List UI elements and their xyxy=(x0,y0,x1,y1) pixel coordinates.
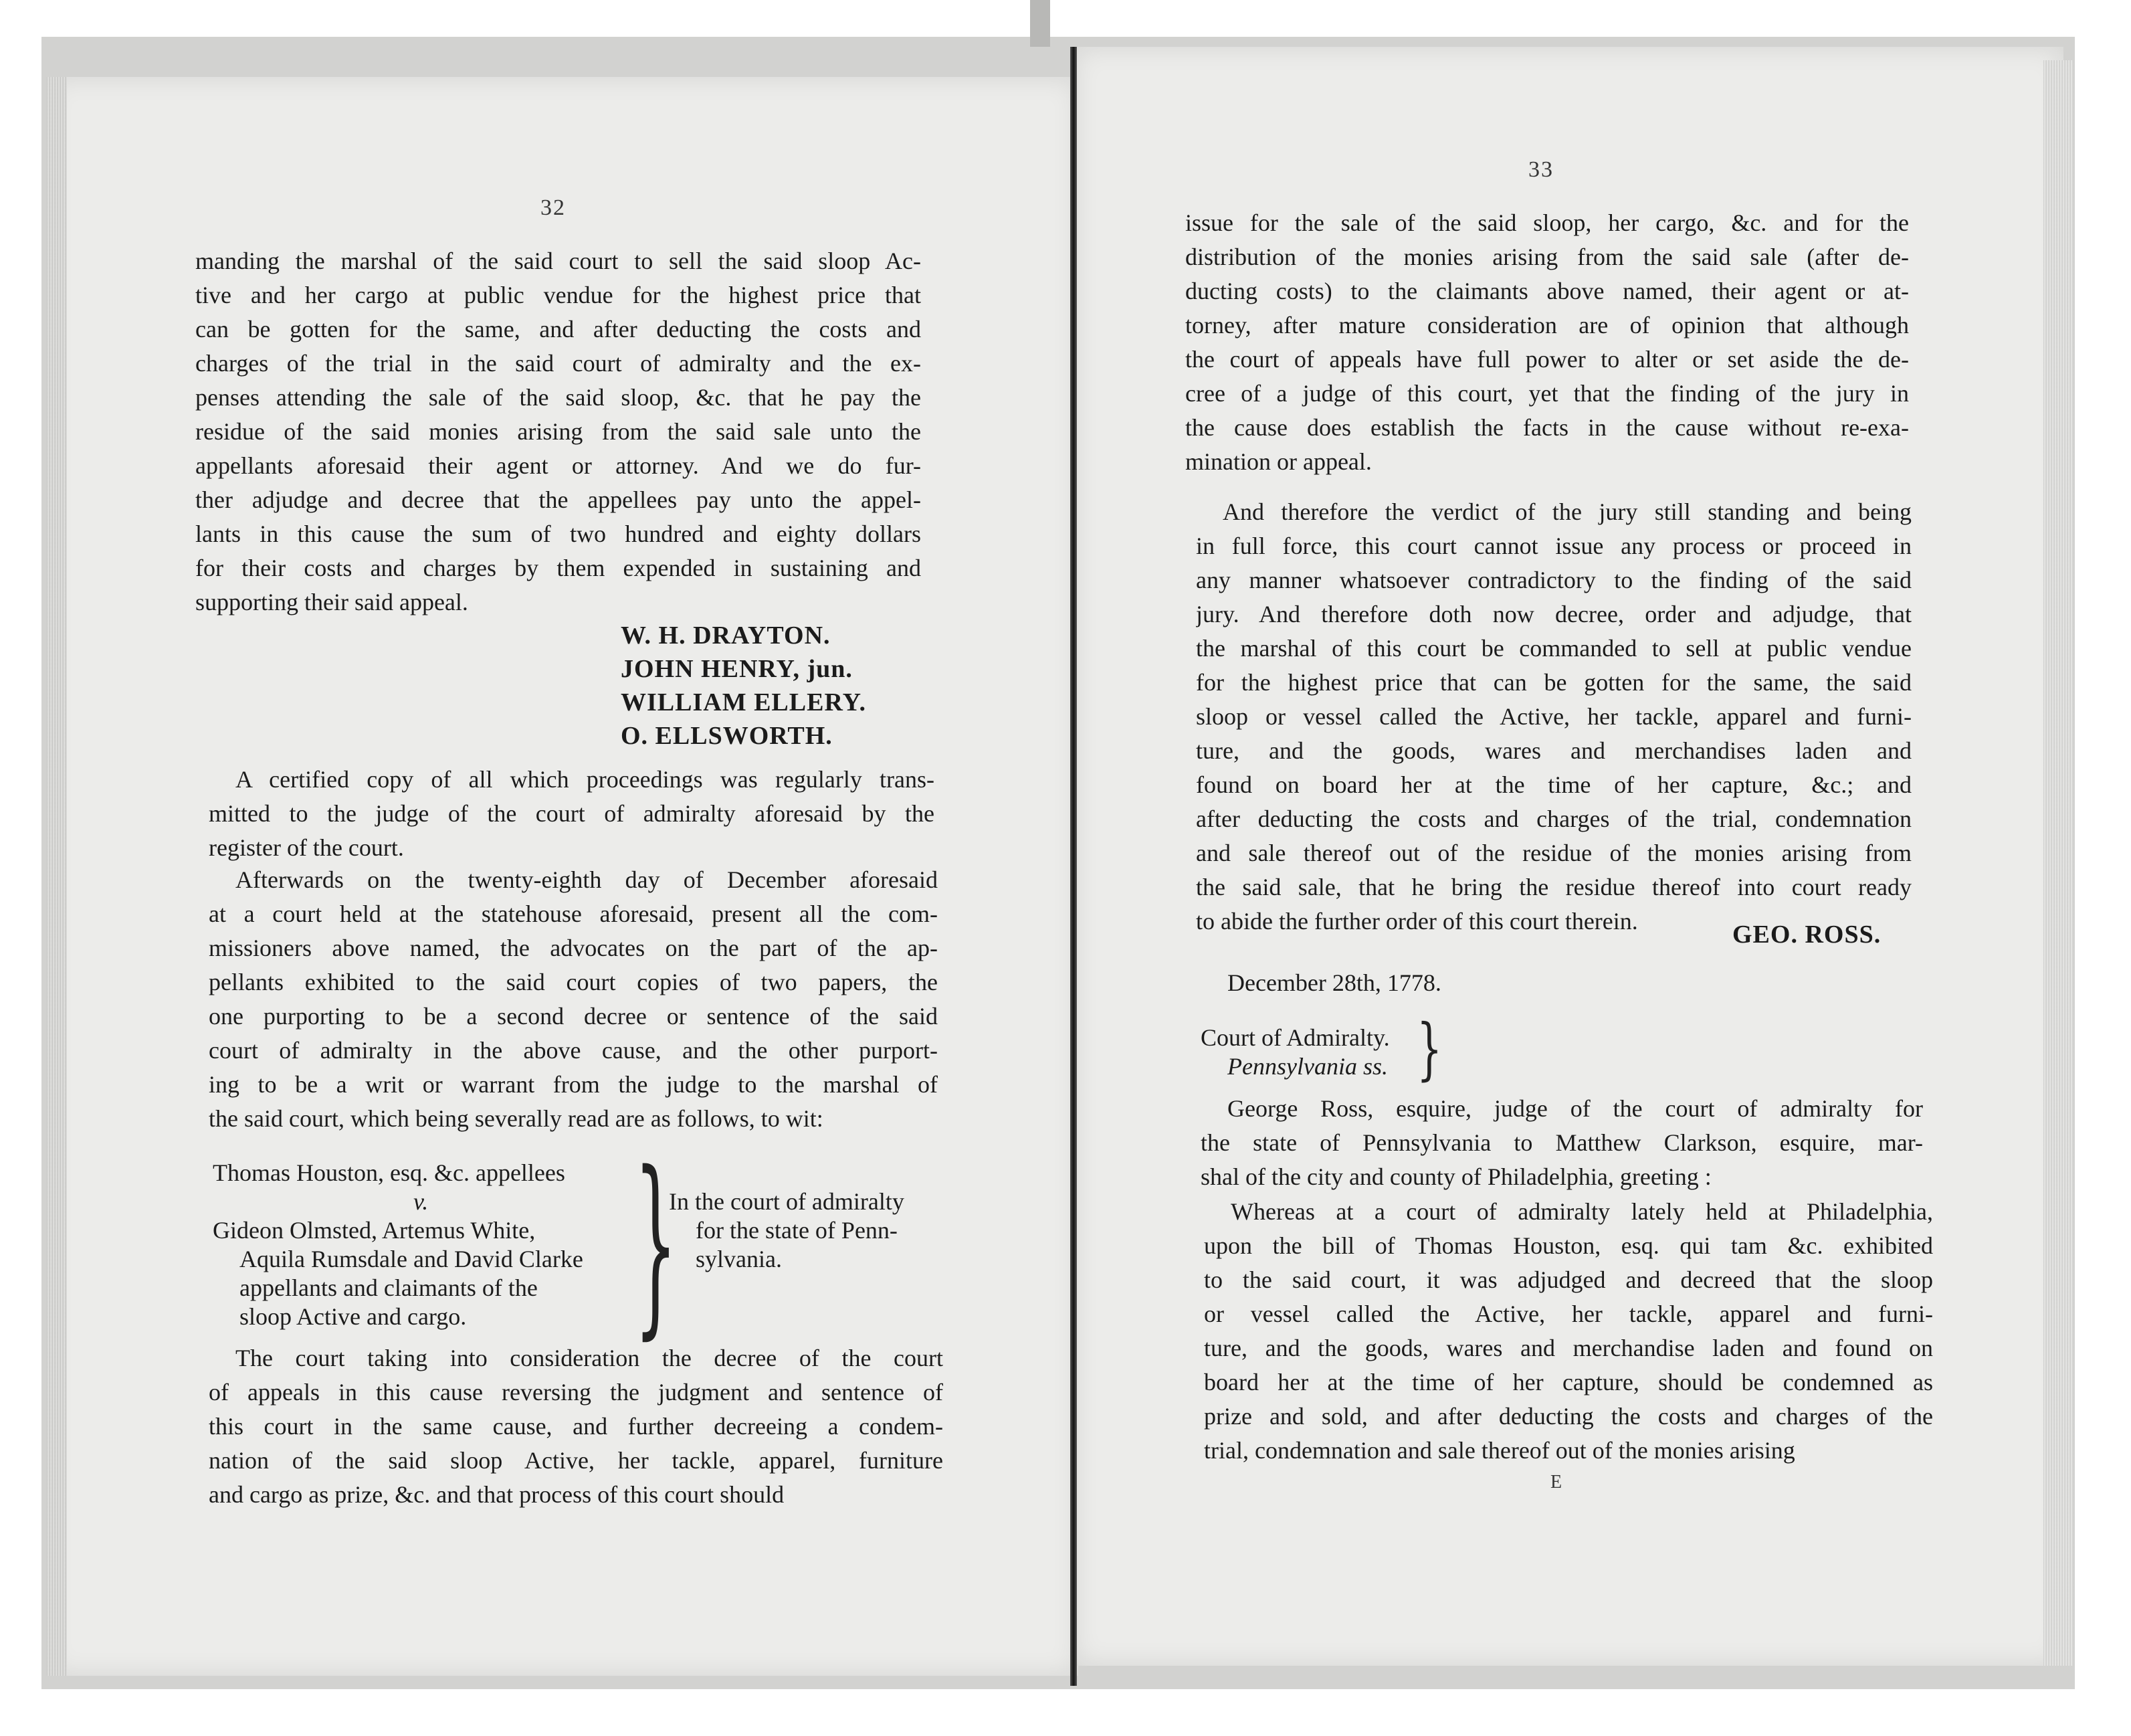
venue-state: Pennsylvania ss. xyxy=(1227,1053,1388,1080)
text-line: the said sale, that he bring the residue thereof into court ready xyxy=(1196,874,1912,900)
text-line: for their costs and charges by them expended in sustaining and xyxy=(195,555,921,581)
venue-block xyxy=(1201,1024,1390,1081)
text-line: board her at the time of her capture, should be condemned as xyxy=(1204,1369,1933,1395)
text-line: to abide the further order of this court therein. xyxy=(1196,908,1638,935)
case-appellants-1: Gideon Olmsted, Artemus White, xyxy=(213,1217,536,1244)
text-line: mination or appeal. xyxy=(1185,448,1372,475)
text-line: one purporting to be a second decree or sentence of the said xyxy=(209,1003,938,1030)
text-line: this court in the same cause, and further decreeing a condem- xyxy=(209,1413,943,1440)
text-line: tive and her cargo at public vendue for the highest price that xyxy=(195,282,921,308)
page-number-left: 32 xyxy=(540,195,566,220)
text-line: at a court held at the statehouse aforesaid, present all the com- xyxy=(209,900,938,927)
left-para-3 xyxy=(209,863,938,1136)
text-line: in full force, this court cannot issue any process or proceed in xyxy=(1196,533,1912,559)
text-line: charges of the trial in the said court of admiralty and the ex- xyxy=(195,350,921,377)
venue-court: Court of Admiralty. xyxy=(1201,1024,1390,1051)
signature-mark: E xyxy=(1550,1472,1562,1492)
right-para-1 xyxy=(1185,206,1909,479)
signature-ellery: WILLIAM ELLERY. xyxy=(621,688,867,716)
text-line: torney, after mature consideration are of opinion that although xyxy=(1185,312,1909,339)
text-line: trial, condemnation and sale thereof out of the monies arising xyxy=(1204,1437,1795,1464)
text-line: lants in this cause the sum of two hundred and eighty dollars xyxy=(195,520,921,547)
text-line: shal of the city and county of Philadelphia, greeting : xyxy=(1201,1163,1712,1190)
text-line: after deducting the costs and charges of the trial, condemnation xyxy=(1196,805,1912,832)
text-line: for the highest price that can be gotten for the same, the said xyxy=(1196,669,1912,696)
case-versus: v. xyxy=(413,1188,429,1215)
text-line: found on board her at the time of her capture, &c.; and xyxy=(1196,771,1912,798)
signature-drayton: W. H. DRAYTON. xyxy=(621,621,831,650)
text-line: residue of the said monies arising from the said sale unto the xyxy=(195,418,921,445)
text-line: the marshal of this court be commanded to sell at public vendue xyxy=(1196,635,1912,662)
signature-ross: GEO. ROSS. xyxy=(1732,921,1882,949)
case-brace: } xyxy=(634,1131,678,1357)
text-line: Whereas at a court of admiralty lately held at Philadelphia, xyxy=(1231,1198,1933,1225)
text-line: register of the court. xyxy=(209,834,404,861)
case-appellants-2: Aquila Rumsdale and David Clarke xyxy=(239,1246,583,1272)
left-para-4 xyxy=(209,1341,943,1512)
text-line: can be gotten for the same, and after deducting the costs and xyxy=(195,316,921,343)
text-line: mitted to the judge of the court of admiralty aforesaid by the xyxy=(209,800,934,827)
text-line: manding the marshal of the said court to sell the said sloop Ac- xyxy=(195,248,921,274)
book-gutter xyxy=(1070,47,1077,1686)
text-line: missioners above named, the advocates on the part of the ap- xyxy=(209,935,938,961)
text-line: any manner whatsoever contradictory to the finding of the said xyxy=(1196,567,1912,593)
decree-date: December 28th, 1778. xyxy=(1227,969,1441,996)
clip-mark xyxy=(1030,0,1050,47)
text-line: distribution of the monies arising from the said sale (after de- xyxy=(1185,244,1909,270)
page-number-right: 33 xyxy=(1528,157,1554,182)
right-para-3 xyxy=(1201,1092,1923,1194)
signature-henry: JOHN HENRY, jun. xyxy=(621,655,853,683)
text-line: the said court, which being severally read are as follows, to wit: xyxy=(209,1105,823,1132)
text-line: upon the bill of Thomas Houston, esq. qui tam &c. exhibited xyxy=(1204,1232,1933,1259)
text-line: the state of Pennsylvania to Matthew Clarkson, esquire, mar- xyxy=(1201,1129,1923,1156)
text-line: supporting their said appeal. xyxy=(195,589,468,615)
left-para-2 xyxy=(209,763,934,865)
case-parties xyxy=(213,1159,583,1331)
text-line: ture, and the goods, wares and merchandises laden and xyxy=(1196,737,1912,764)
text-line: or vessel called the Active, her tackle, apparel and furni- xyxy=(1204,1300,1933,1327)
text-line: ducting costs) to the claimants above named, their agent or at- xyxy=(1185,278,1909,304)
text-line: and sale thereof out of the residue of the monies arising from xyxy=(1196,840,1912,866)
signature-ellsworth: O. ELLSWORTH. xyxy=(621,722,833,750)
venue-brace: } xyxy=(1417,1009,1443,1088)
text-line: penses attending the sale of the said sloop, &c. that he pay the xyxy=(195,384,921,411)
case-court-3: sylvania. xyxy=(696,1246,782,1272)
case-appellants-4: sloop Active and cargo. xyxy=(239,1303,467,1330)
right-para-4 xyxy=(1204,1195,1933,1468)
text-line: and cargo as prize, &c. and that process of this court should xyxy=(209,1481,785,1508)
text-line: prize and sold, and after deducting the costs and charges of the xyxy=(1204,1403,1933,1430)
text-line: jury. And therefore doth now decree, order and adjudge, that xyxy=(1196,601,1912,628)
text-line: ture, and the goods, wares and merchandise laden and found on xyxy=(1204,1335,1933,1361)
case-court-1: In the court of admiralty xyxy=(669,1188,904,1215)
text-line: of appeals in this cause reversing the judgment and sentence of xyxy=(209,1379,943,1406)
text-line: Afterwards on the twenty-eighth day of December aforesaid xyxy=(235,866,938,893)
text-line: nation of the said sloop Active, her tackle, apparel, furniture xyxy=(209,1447,943,1474)
text-line: ing to be a writ or warrant from the judge to the marshal of xyxy=(209,1071,938,1098)
left-para-1 xyxy=(195,244,921,619)
right-page-edges xyxy=(2043,60,2073,1666)
text-line: the court of appeals have full power to alter or set aside the de- xyxy=(1185,346,1909,373)
text-line: cree of a judge of this court, yet that the finding of the jury in xyxy=(1185,380,1909,407)
case-court-2: for the state of Penn- xyxy=(696,1217,898,1244)
right-para-2 xyxy=(1196,495,1912,939)
text-line: The court taking into consideration the decree of the court xyxy=(235,1345,943,1371)
text-line: George Ross, esquire, judge of the court of admiralty for xyxy=(1227,1095,1923,1122)
text-line: to the said court, it was adjudged and decreed that the sloop xyxy=(1204,1266,1933,1293)
text-line: court of admiralty in the above cause, and the other purport- xyxy=(209,1037,938,1064)
case-appellees: Thomas Houston, esq. &c. appellees xyxy=(213,1159,565,1186)
text-line: the cause does establish the facts in the cause without re-exa- xyxy=(1185,414,1909,441)
text-line: pellants exhibited to the said court copies of two papers, the xyxy=(209,969,938,995)
text-line: appellants aforesaid their agent or attorney. And we do fur- xyxy=(195,452,921,479)
text-line: A certified copy of all which proceedings was regularly trans- xyxy=(235,766,934,793)
text-line: And therefore the verdict of the jury still standing and being xyxy=(1223,498,1912,525)
case-court xyxy=(669,1187,904,1274)
signatures-block xyxy=(621,619,866,753)
text-line: sloop or vessel called the Active, her tackle, apparel and furni- xyxy=(1196,703,1912,730)
text-line: ther adjudge and decree that the appellees pay unto the appel- xyxy=(195,486,921,513)
text-line: issue for the sale of the said sloop, her cargo, &c. and for the xyxy=(1185,209,1909,236)
case-appellants-3: appellants and claimants of the xyxy=(239,1274,538,1301)
left-page-edges xyxy=(47,77,67,1676)
